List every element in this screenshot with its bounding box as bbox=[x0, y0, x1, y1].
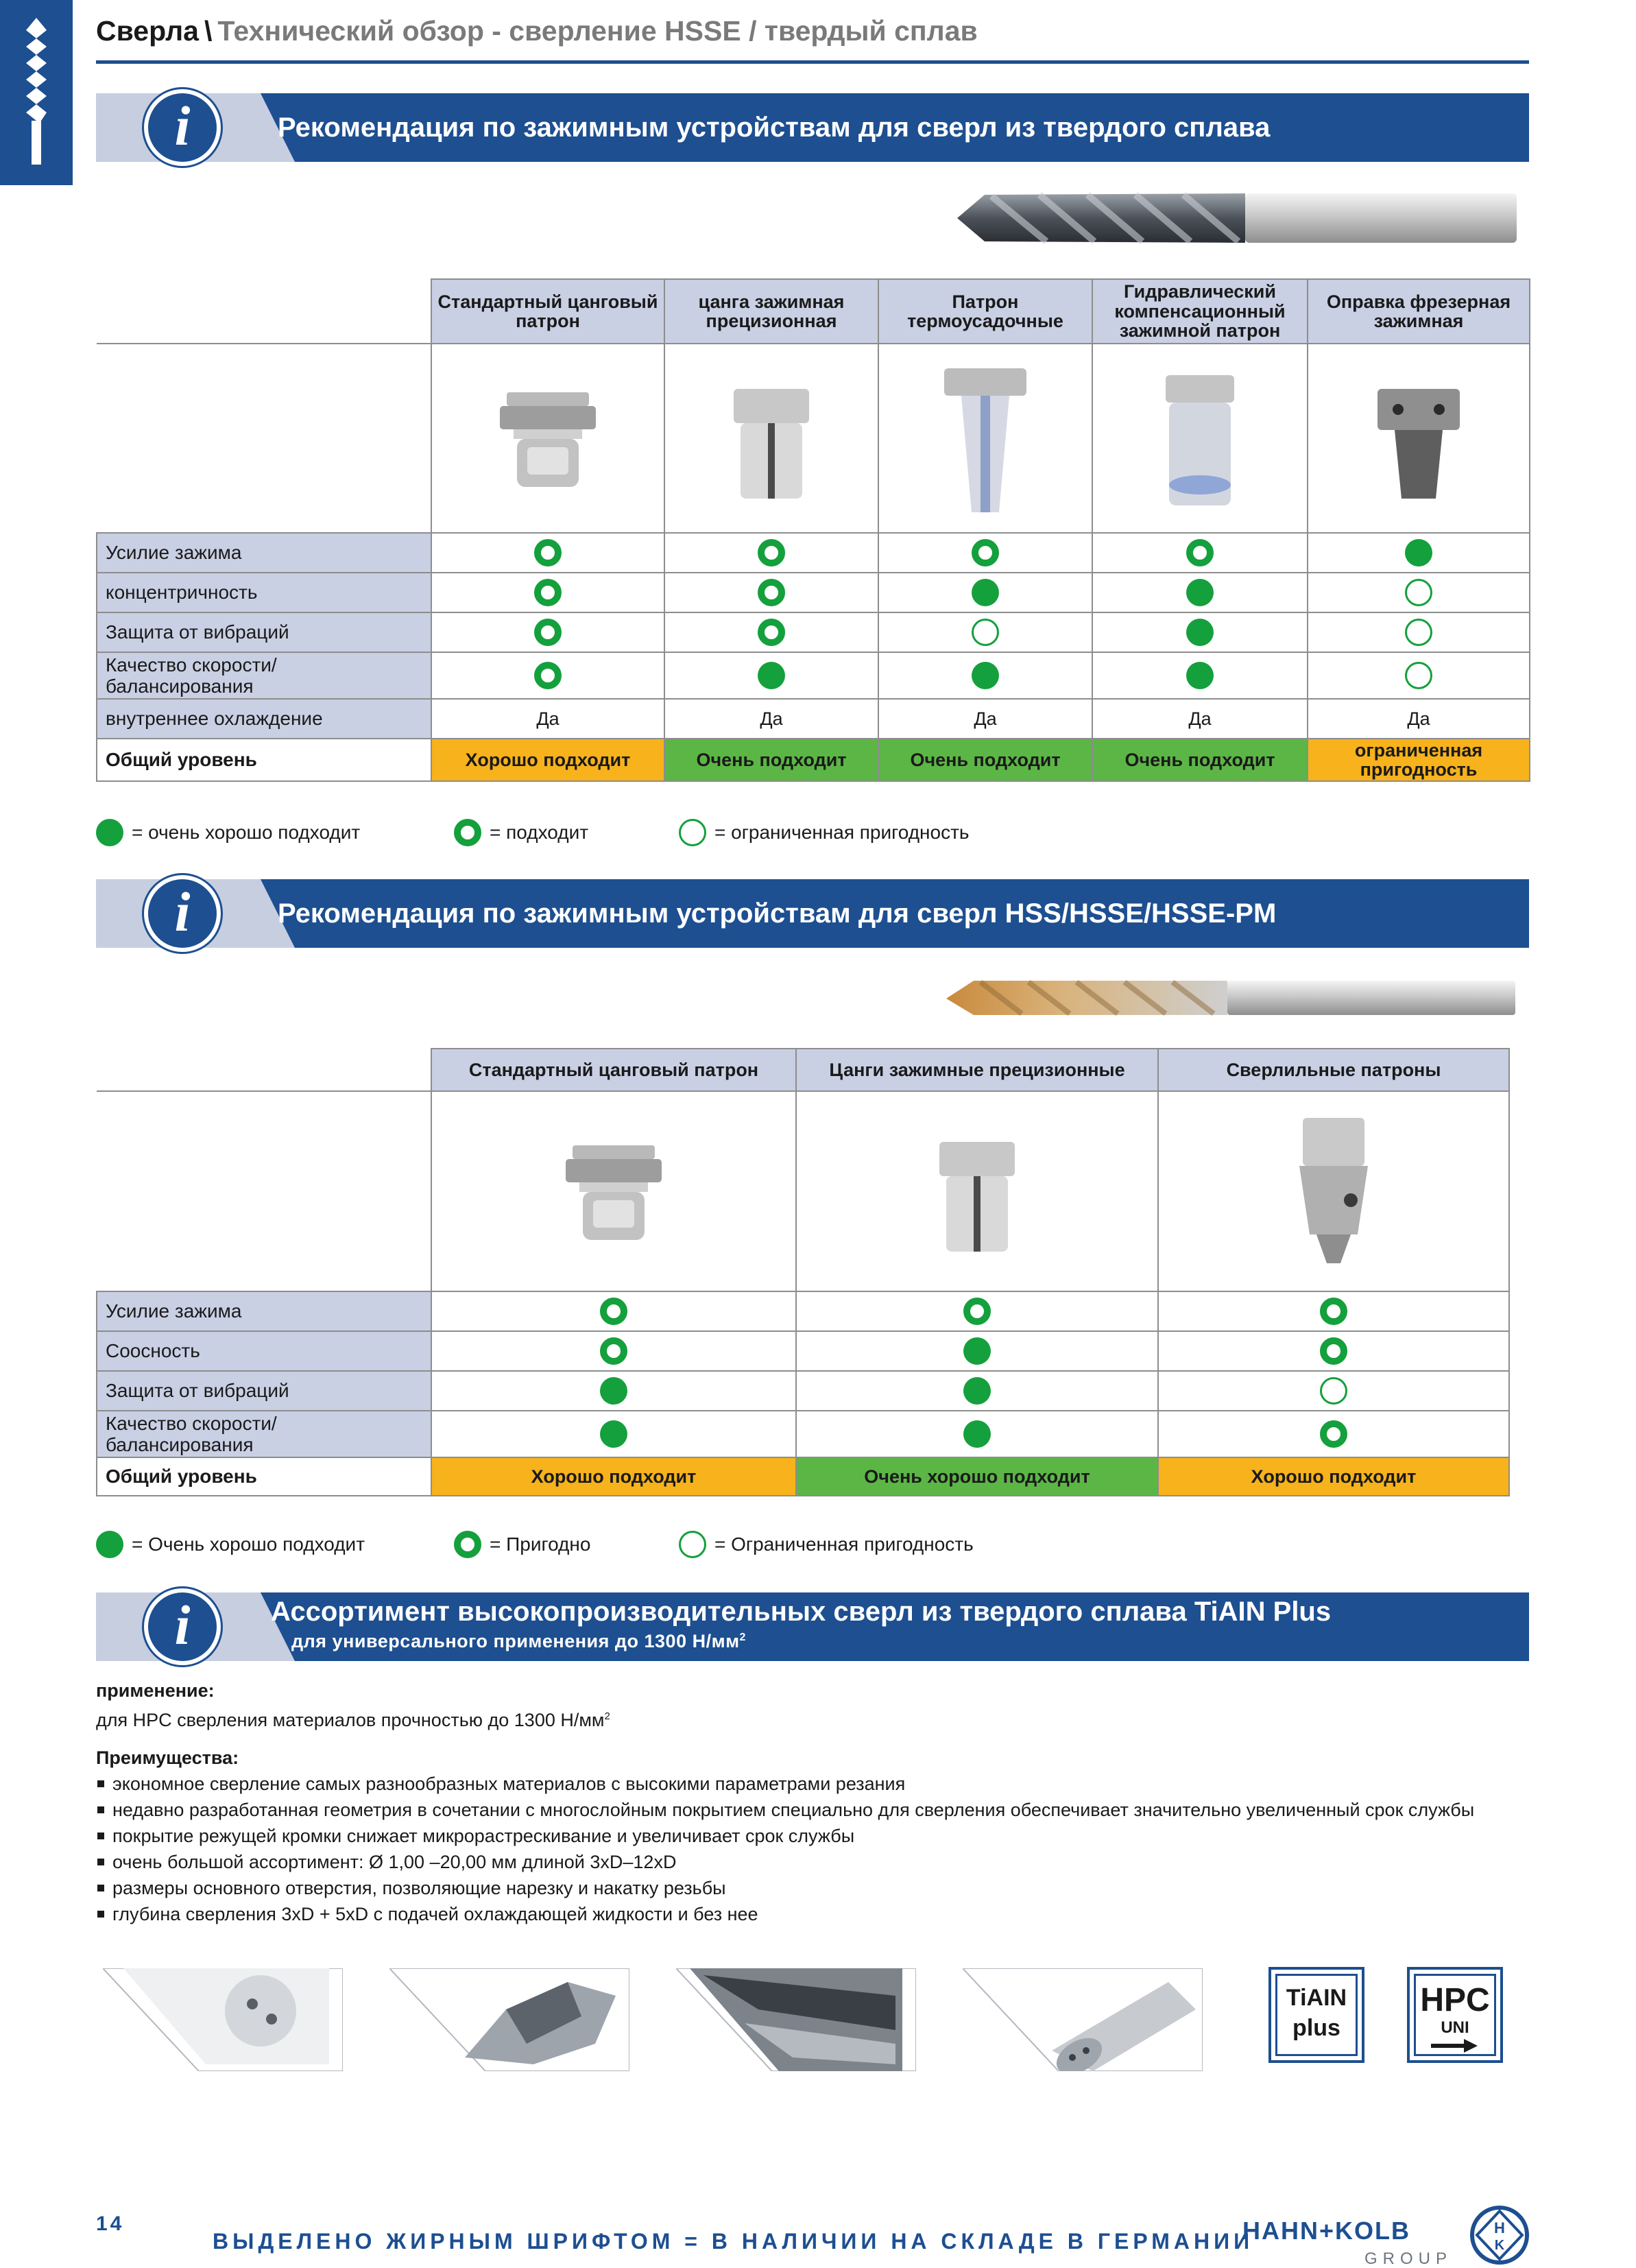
rating-dot-very-suitable bbox=[963, 1337, 991, 1365]
rating-dot-very-suitable bbox=[972, 662, 999, 689]
application-block bbox=[96, 1678, 1529, 1733]
drill-tip-side-image bbox=[389, 1968, 629, 2071]
column-header: Гидравлический компенсационный зажимной патрон bbox=[1092, 279, 1308, 344]
svg-text:H: H bbox=[1494, 2219, 1505, 2236]
legend-dot-very-suitable bbox=[96, 1531, 123, 1558]
section1-banner bbox=[96, 93, 1529, 162]
column-header: Оправка фрезерная зажимная bbox=[1308, 279, 1530, 344]
cooling-value: Да bbox=[1092, 699, 1308, 739]
rating-dot-suitable bbox=[600, 1298, 627, 1325]
column-header: Сверлильные патроны bbox=[1158, 1049, 1509, 1091]
rating-dot-very-suitable bbox=[600, 1377, 627, 1405]
brand-logo bbox=[1242, 2212, 1530, 2267]
section3-subtitle: для универсального применения до 1300 $Н/мм^2$ bbox=[291, 1631, 746, 1651]
section1-table bbox=[96, 278, 1530, 782]
cooling-value: Да bbox=[431, 699, 664, 739]
level-badge: Очень подходит bbox=[878, 739, 1092, 781]
level-badge: ограниченная пригодность bbox=[1308, 739, 1530, 781]
table-row: концентричность bbox=[97, 573, 1530, 612]
info-icon: i bbox=[144, 1588, 221, 1665]
rating-dot-very-suitable bbox=[963, 1420, 991, 1448]
rating-dot-limited bbox=[1320, 1377, 1347, 1405]
rating-dot-suitable bbox=[963, 1298, 991, 1325]
level-badge: Хорошо подходит bbox=[1158, 1457, 1509, 1496]
legend-dot-suitable bbox=[454, 1531, 481, 1558]
rating-dot-very-suitable bbox=[1186, 579, 1214, 606]
hss-drill-image bbox=[939, 974, 1519, 1022]
legend-dot-limited bbox=[679, 1531, 706, 1558]
svg-text:K: K bbox=[1494, 2238, 1505, 2253]
section1-title: Рекомендация по зажимным устройствам для сверл из твердого сплава bbox=[278, 112, 1271, 143]
arrow-right-icon bbox=[1431, 2038, 1479, 2054]
brand-name: HAHN+KOLB bbox=[1242, 2217, 1411, 2245]
section2-title: Рекомендация по зажимным устройствам для сверл HSS/HSSE/HSSE-PM bbox=[278, 898, 1277, 929]
table-row: внутреннее охлаждение Да Да Да Да Да bbox=[97, 699, 1530, 739]
drill-chuck-image bbox=[1158, 1091, 1509, 1291]
header-rule bbox=[96, 60, 1529, 64]
advantages-list bbox=[96, 1771, 1529, 1927]
rating-dot-suitable bbox=[758, 579, 785, 606]
total-row: Общий уровень Хорошо подходит Очень хорошо подходит Хорошо подходит bbox=[97, 1457, 1509, 1496]
rating-dot-very-suitable bbox=[1186, 662, 1214, 689]
info-icon: i bbox=[144, 875, 221, 952]
list-item: глубина сверления 3xD + 5xD с подачей охлаждающей жидкости и без нее bbox=[96, 1901, 1529, 1927]
hpc-uni-badge: HPC UNI bbox=[1407, 1967, 1503, 2063]
column-header: Цанги зажимные прецизионные bbox=[796, 1049, 1158, 1091]
hydraulic-chuck-image bbox=[1092, 344, 1308, 533]
rating-dot-suitable bbox=[534, 579, 562, 606]
rating-dot-suitable bbox=[1186, 539, 1214, 566]
drill-tab-icon bbox=[15, 18, 58, 169]
precision-collet-image bbox=[796, 1091, 1158, 1291]
column-header: Стандартный цанговый патрон bbox=[431, 1049, 796, 1091]
level-badge: Хорошо подходит bbox=[431, 739, 664, 781]
rating-dot-suitable bbox=[758, 619, 785, 646]
table-row: Соосность bbox=[97, 1331, 1509, 1371]
rating-dot-suitable bbox=[534, 539, 562, 566]
legend-dot-suitable bbox=[454, 819, 481, 846]
level-badge: Хорошо подходит bbox=[431, 1457, 796, 1496]
table-row: Качество скорости/ балансирования bbox=[97, 1411, 1509, 1457]
list-item: очень большой ассортимент: Ø 1,00 –20,00 мм длиной 3xD–12xD bbox=[96, 1849, 1529, 1875]
list-item: экономное сверление самых разнообразных материалов с высокими параметрами резания bbox=[96, 1771, 1529, 1797]
total-row: Общий уровень Хорошо подходит Очень подходит Очень подходит Очень подходит ограниченная пригодность bbox=[97, 739, 1530, 781]
header-category: Сверла bbox=[96, 15, 199, 47]
cooling-value: Да bbox=[664, 699, 878, 739]
list-item: размеры основного отверстия, позволяющие нарезку и накатку резьбы bbox=[96, 1875, 1529, 1901]
precision-collet-image bbox=[664, 344, 878, 533]
drill-flute-image bbox=[676, 1968, 916, 2071]
rating-dot-suitable bbox=[534, 662, 562, 689]
advantages-block bbox=[96, 1745, 1529, 1927]
rating-dot-suitable bbox=[972, 539, 999, 566]
column-header: цанга зажимная прецизионная bbox=[664, 279, 878, 344]
rating-dot-limited bbox=[1405, 662, 1432, 689]
shrink-chuck-image bbox=[878, 344, 1092, 533]
rating-dot-limited bbox=[1405, 619, 1432, 646]
tialn-plus-badge: TiAIN plus bbox=[1268, 1967, 1364, 2063]
rating-dot-limited bbox=[1405, 579, 1432, 606]
rating-dot-limited bbox=[972, 619, 999, 646]
list-item: покрытие режущей кромки снижает микрорастрескивание и увеличивает срок службы bbox=[96, 1823, 1529, 1849]
table-row: Усилие зажима bbox=[97, 533, 1530, 573]
legend-dot-limited bbox=[679, 819, 706, 846]
rating-dot-very-suitable bbox=[1405, 539, 1432, 566]
cooling-value: Да bbox=[878, 699, 1092, 739]
rating-dot-very-suitable bbox=[963, 1377, 991, 1405]
table-row: Защита от вибраций bbox=[97, 1371, 1509, 1411]
header-title: Технический обзор - сверление HSSE / твердый сплав bbox=[217, 15, 978, 47]
advantages-label: Преимущества: bbox=[96, 1747, 239, 1768]
column-header: Стандартный цанговый патрон bbox=[431, 279, 664, 344]
table-row: Защита от вибраций bbox=[97, 612, 1530, 652]
end-mill-holder-image bbox=[1308, 344, 1530, 533]
section2-banner bbox=[96, 879, 1529, 948]
section1-legend: = очень хорошо подходит = подходит = ограниченная пригодность bbox=[96, 819, 1056, 849]
list-item: недавно разработанная геометрия в сочетании с многослойным покрытием специально для сверления обеспечивает значительно увеличенный срок службы bbox=[96, 1797, 1529, 1823]
level-badge: Очень подходит bbox=[1092, 739, 1308, 781]
section3-title: Ассортимент высокопроизводительных сверл из твердого сплава TiAIN Plus bbox=[271, 1597, 1332, 1627]
table-row: Усилие зажима bbox=[97, 1291, 1509, 1331]
section3-banner bbox=[96, 1592, 1529, 1661]
table-row: Качество скорости/ балансирования bbox=[97, 652, 1530, 699]
legend-dot-very-suitable bbox=[96, 819, 123, 846]
cooling-value: Да bbox=[1308, 699, 1530, 739]
header-separator: \ bbox=[204, 15, 213, 47]
application-label: применение: bbox=[96, 1680, 215, 1701]
section-tab bbox=[0, 0, 73, 185]
rating-dot-very-suitable bbox=[1186, 619, 1214, 646]
rating-dot-suitable bbox=[534, 619, 562, 646]
rating-dot-suitable bbox=[600, 1337, 627, 1365]
rating-dot-very-suitable bbox=[758, 662, 785, 689]
rating-dot-suitable bbox=[1320, 1337, 1347, 1365]
rating-dot-suitable bbox=[1320, 1420, 1347, 1448]
carbide-drill-image bbox=[943, 187, 1519, 250]
drill-tip-face-image bbox=[103, 1968, 343, 2071]
application-text: для HPC сверления материалов прочностью до 1300 $Н/мм^2$ bbox=[96, 1710, 610, 1730]
page-header bbox=[96, 15, 978, 47]
hk-logo-icon bbox=[1469, 2204, 1530, 2266]
rating-dot-suitable bbox=[758, 539, 785, 566]
section2-table bbox=[96, 1048, 1510, 1496]
column-header: Патрон термоусадочные bbox=[878, 279, 1092, 344]
collet-chuck-image bbox=[431, 344, 664, 533]
section2-legend: = Очень хорошо подходит = Пригодно = Ограниченная пригодность bbox=[96, 1531, 1056, 1561]
rating-dot-very-suitable bbox=[600, 1420, 627, 1448]
rating-dot-very-suitable bbox=[972, 579, 999, 606]
collet-chuck-image bbox=[431, 1091, 796, 1291]
info-icon: i bbox=[144, 89, 221, 166]
stock-note: ВЫДЕЛЕНО ЖИРНЫМ ШРИФТОМ = В НАЛИЧИИ НА СКЛАДЕ В ГЕРМАНИИ bbox=[213, 2229, 1254, 2254]
rating-dot-suitable bbox=[1320, 1298, 1347, 1325]
drill-coolant-image bbox=[963, 1968, 1203, 2071]
level-badge: Очень хорошо подходит bbox=[796, 1457, 1158, 1496]
brand-group: GROUP bbox=[1364, 2249, 1453, 2268]
level-badge: Очень подходит bbox=[664, 739, 878, 781]
page-number: 14 bbox=[96, 2212, 125, 2235]
